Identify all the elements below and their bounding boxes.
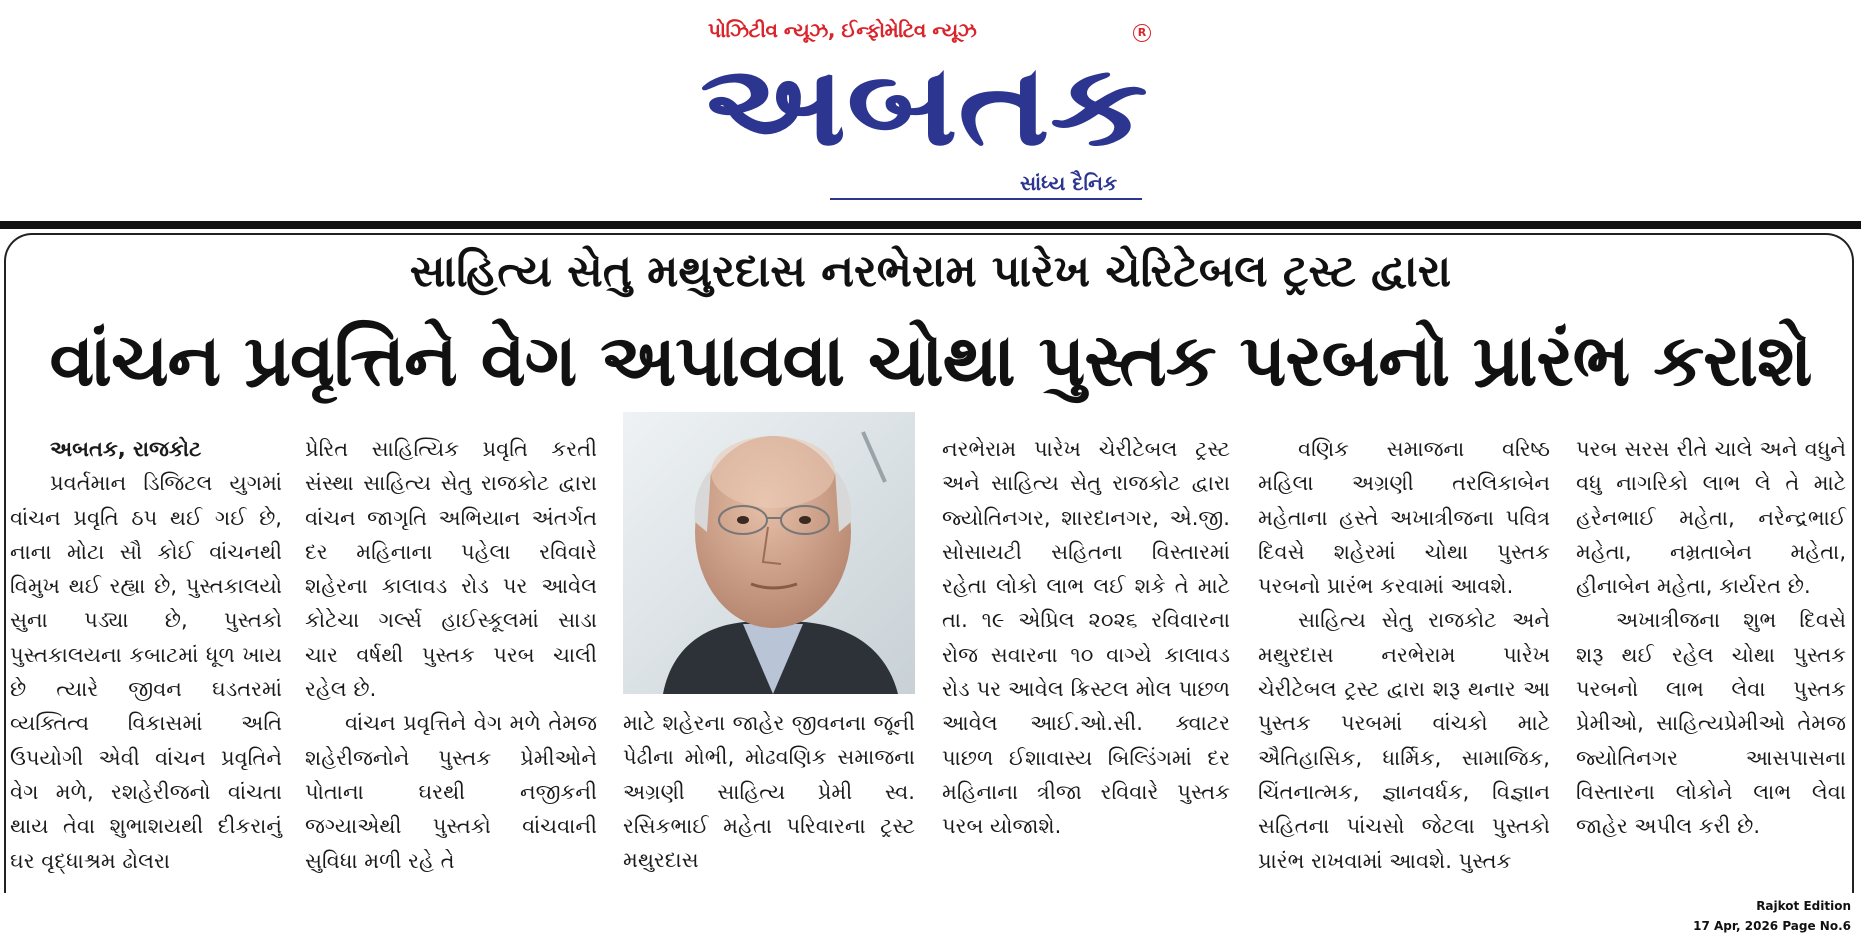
article-column-2 — [305, 432, 597, 878]
article-column-6 — [1576, 432, 1846, 844]
masthead — [0, 0, 1861, 215]
column-4-text: નરભેરામ પારેખ ચેરીટેબલ ટ્રસ્ટ અને સાહિત્ય સેતુ રાજકોટ દ્વારા જ્યોતિનગર, શારદાનગર, એ.જી. સોસાયટી સહિતના વિસ્તારમાં રહેતા લોકો લાભ લઈ શકે તે માટે તા. ૧૯ એપ્રિલ ૨૦૨૬ રવિવારના રોજ સવારના ૧૦ વાગ્યે કાલાવડ રોડ પર આવેલ ક્રિસ્ટલ મોલ પાછળ આવેલ આઈ.ઓ.સી. ક્વાટર પાછળ ઈશાવાસ્ય બિલ્ડિંગમાં દર મહિનાના ત્રીજા રવિવારે પુસ્તક પરબ યોજાશે. — [942, 437, 1230, 839]
article-column-4 — [942, 432, 1230, 844]
column-5-paragraph-2: સાહિત્ય સેતુ રાજકોટ અને મથુરદાસ નરભેરામ પારેખ ચેરીટેબલ ટ્રસ્ટ દ્વારા શરૂ થનાર આ પુસ્તક પરબમાં વાંચકો માટે ઐતિહાસિક, ધાર્મિક, સામાજિક, ચિંતનાત્મક, જ્ઞાનવર્ધક, વિજ્ઞાન સહિતના પાંચસો જેટલા પુસ્તકો પ્રારંભ રાખવામાં આવશે. પુસ્તક — [1258, 608, 1550, 873]
dateline: અબતક, રાજકોટ — [50, 437, 202, 461]
article-column-1 — [10, 432, 282, 878]
edition-name: Rajkot Edition — [1756, 899, 1851, 913]
registered-mark-icon: R — [1133, 24, 1151, 42]
frame-top-rule — [0, 221, 1861, 229]
column-2-paragraph-2: વાંચન પ્રવૃત્તિને વેગ મળે તેમજ શહેરીજનોને પુસ્તક પ્રેમીઓને પોતાના ઘરથી નજીકની જગ્યાએથી પુસ્તકો વાંચવાની સુવિધા મળી રહે તે — [305, 711, 597, 873]
article-headline: વાંચન પ્રવૃત્તિને વેગ અપાવવા ચોથા પુસ્તક પરબનો પ્રારંભ કરાશે — [49, 318, 1812, 402]
column-5-paragraph-1: વણિક સમાજના વરિષ્ઠ મહિલા અગ્રણી તરલિકાબેન મહેતાના હસ્તે અખાત્રીજના પવિત્ર દિવસે શહેરમાં ચોથા પુસ્તક પરબનો પ્રારંભ કરવામાં આવશે. — [1258, 437, 1550, 599]
masthead-rule — [830, 198, 1142, 200]
abtak-logo — [700, 32, 1150, 182]
masthead-subtitle: સાંધ્ય દૈનિક — [1020, 171, 1118, 195]
edition-info — [1693, 896, 1851, 936]
portrait-photo — [623, 412, 915, 694]
column-2-paragraph-1: પ્રેરિત સાહિત્યિક પ્રવૃતિ કરતી સંસ્થા સાહિત્ય સેતુ રાજકોટ દ્વારા વાંચન જાગૃતિ અભિયાન અંતર્ગત દર મહિનાના પહેલા રવિવારે શહેરના કાલાવડ રોડ પર આવેલ કોટેચા ગર્લ્સ હાઈસ્કૂલમાં સાડા ચાર વર્ષથી પુસ્તક પરબ ચાલી રહેલ છે. — [305, 437, 597, 702]
portrait-photo-image — [623, 412, 915, 694]
article-kicker: સાહિત્ય સેતુ મથુરદાસ નરભેરામ પારેખ ચેરિટેબલ ટ્રસ્ટ દ્વારા — [409, 246, 1452, 297]
edition-date-page: 17 Apr, 2026 Page No.6 — [1693, 919, 1851, 933]
column-3-text: માટે શહેરના જાહેર જીવનના જૂની પેઢીના મોભી, મોઢવણિક સમાજના અગ્રણી સાહિત્ય પ્રેમી સ્વ. રસિકભાઈ મહેતા પરિવારના ટ્રસ્ટ મથુરદાસ — [623, 711, 915, 873]
column-1-text: પ્રવર્તમાન ડિજિટલ યુગમાં વાંચન પ્રવૃતિ ઠપ થઈ ગઈ છે, નાના મોટા સૌ કોઈ વાંચનથી વિમુખ થઈ રહ્યા છે, પુસ્તકાલયો સુના પડ્યા છે, પુસ્તકો પુસ્તકાલયના કબાટમાં ધૂળ ખાય છે ત્યારે જીવન ઘડતરમાં વ્યક્તિત્વ વિકાસમાં અતિ ઉપયોગી એવી વાંચન પ્રવૃતિને વેગ મળે, રશહેરીજનો વાંચતા થાય તેવા શુભાશયથી દીકરાનું ઘર વૃદ્ધાશ્રમ ઢોલરા — [10, 471, 282, 873]
article-column-5 — [1258, 432, 1550, 878]
masthead-tagline: પોઝિટીવ ન્યૂઝ, ઈન્ફોમેટિવ ન્યૂઝ — [708, 18, 977, 42]
logo-wordmark: અબતક — [700, 41, 1148, 171]
column-6-paragraph-1: પરબ સરસ રીતે ચાલે અને વધુને વધુ નાગરિકો લાભ લે તે માટે હરેનભાઈ મહેતા, નરેન્દ્રભાઈ મહેતા, નમ્રતાબેન મહેતા, હીનાબેન મહેતા, કાર્યરત છે. — [1576, 437, 1846, 599]
article-column-3 — [623, 706, 915, 877]
column-6-paragraph-2: અખાત્રીજના શુભ દિવસે શરૂ થઈ રહેલ ચોથા પુસ્તક પરબનો લાભ લેવા પુસ્તક પ્રેમીઓ, સાહિત્યપ્રેમીઓ તેમજ જ્યોતિનગર આસપાસના વિસ્તારના લોકોને લાભ લેવા જાહેર અપીલ કરી છે. — [1576, 608, 1846, 839]
